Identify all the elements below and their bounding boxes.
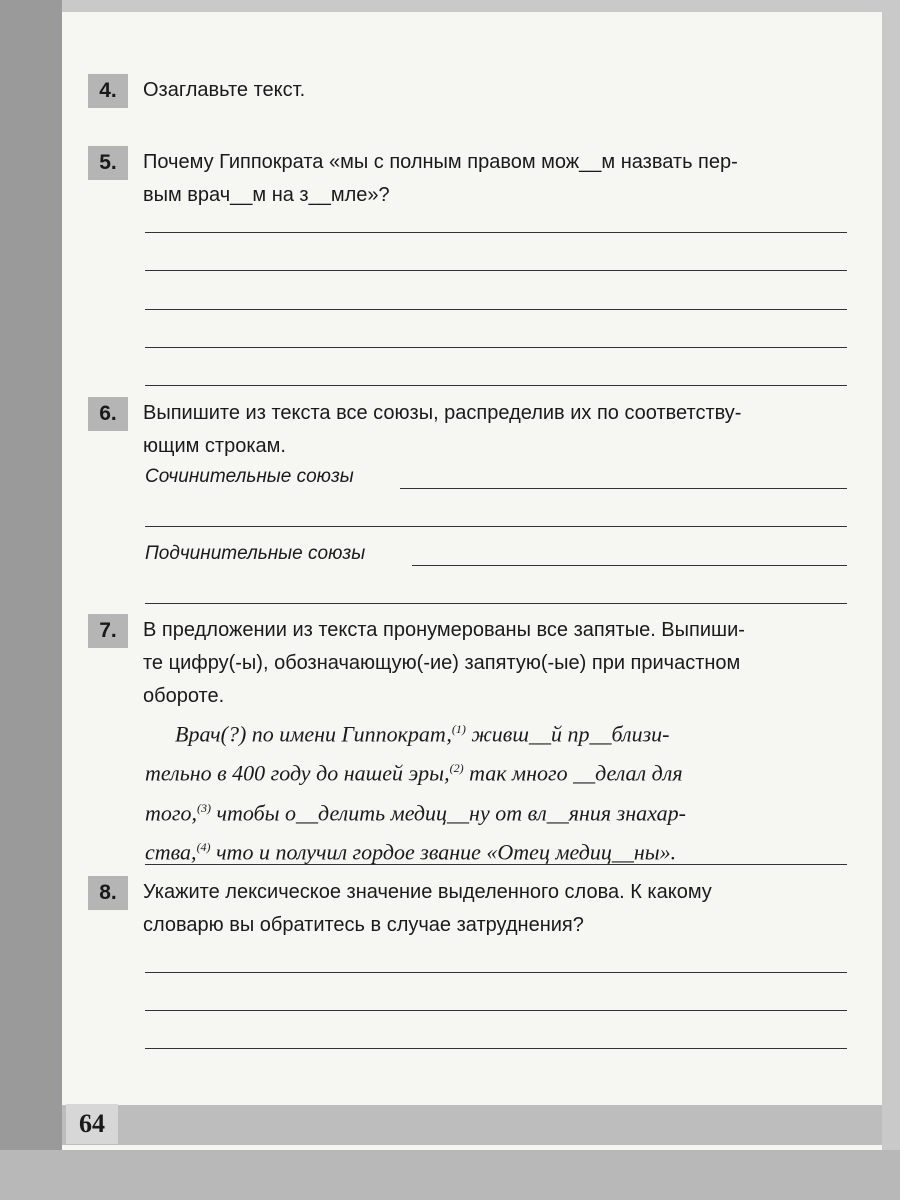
- comma-number: (1): [451, 722, 466, 736]
- task-text-line: ющим строкам.: [143, 435, 286, 457]
- task-number: 8.: [88, 876, 128, 910]
- task-6: [88, 397, 868, 463]
- task-text: [143, 397, 868, 463]
- task-8: [88, 876, 868, 942]
- task-text-line: вым врач__м на з__мле»?: [143, 184, 390, 206]
- quote-fragment: так много __делал для: [463, 760, 683, 786]
- quote-fragment: что и получил гордое звание «Отец медиц__ны».: [210, 839, 677, 865]
- answer-line[interactable]: [145, 972, 847, 973]
- task-text-line: обороте.: [143, 685, 225, 707]
- quote-fragment: тельно в 400 году до нашей эры,: [145, 760, 450, 786]
- coordinating-conjunctions-label: Сочинительные союзы: [145, 466, 354, 487]
- answer-line[interactable]: [145, 526, 847, 527]
- task-number: 4.: [88, 74, 128, 108]
- bottom-margin: [0, 1150, 900, 1200]
- answer-line[interactable]: [400, 488, 847, 489]
- quote-line: [145, 791, 847, 830]
- quote-line: [145, 712, 847, 751]
- comma-number: (2): [449, 761, 464, 776]
- answer-line[interactable]: [145, 232, 847, 233]
- quote-fragment: живш__й пр__близи-: [465, 721, 670, 747]
- comma-number: (4): [196, 839, 211, 854]
- subordinating-conjunctions-label: Подчинительные союзы: [145, 543, 366, 564]
- left-margin-band: [0, 0, 62, 1200]
- answer-line[interactable]: [145, 309, 847, 310]
- answer-line[interactable]: [145, 1048, 847, 1049]
- task-text: [143, 876, 868, 942]
- answer-line[interactable]: [412, 565, 847, 566]
- task-5: [88, 146, 868, 212]
- task-7: [88, 614, 868, 713]
- quoted-sentence: [145, 712, 847, 869]
- footer-band: [62, 1105, 882, 1145]
- task-4: [88, 74, 868, 107]
- quote-line: [145, 751, 847, 790]
- task-number: 6.: [88, 397, 128, 431]
- task-text-line: Выпишите из текста все союзы, распределив их по соответству-: [143, 402, 742, 424]
- answer-line[interactable]: [145, 347, 847, 348]
- task-number: 5.: [88, 146, 128, 180]
- comma-number: (3): [196, 800, 211, 815]
- quote-fragment: того,: [145, 799, 197, 825]
- answer-line[interactable]: [145, 270, 847, 271]
- quote-fragment: Врач(?) по имени Гиппократ,: [175, 721, 452, 747]
- task-text-line: те цифру(-ы), обозначающую(-ие) запятую(-ые) при причастном: [143, 652, 741, 674]
- task-text-line: Почему Гиппократа «мы с полным правом мож__м назвать пер-: [143, 151, 738, 173]
- answer-line[interactable]: [145, 864, 847, 865]
- answer-line[interactable]: [145, 1010, 847, 1011]
- task-text-line: словарю вы обратитесь в случае затруднения?: [143, 914, 584, 936]
- quote-fragment: чтобы о__делить медиц__ну от вл__яния знахар-: [210, 799, 686, 825]
- task-text-line: В предложении из текста пронумерованы все запятые. Выпиши-: [143, 619, 745, 641]
- task-text-line: Укажите лексическое значение выделенного слова. К какому: [143, 881, 712, 903]
- task-text: [143, 146, 868, 212]
- task-number: 7.: [88, 614, 128, 648]
- task-text: [143, 614, 845, 713]
- answer-line[interactable]: [145, 603, 847, 604]
- quote-fragment: ства,: [145, 839, 197, 865]
- task-text: Озаглавьте текст.: [143, 79, 306, 101]
- page-number: 64: [66, 1104, 118, 1144]
- answer-line[interactable]: [145, 385, 847, 386]
